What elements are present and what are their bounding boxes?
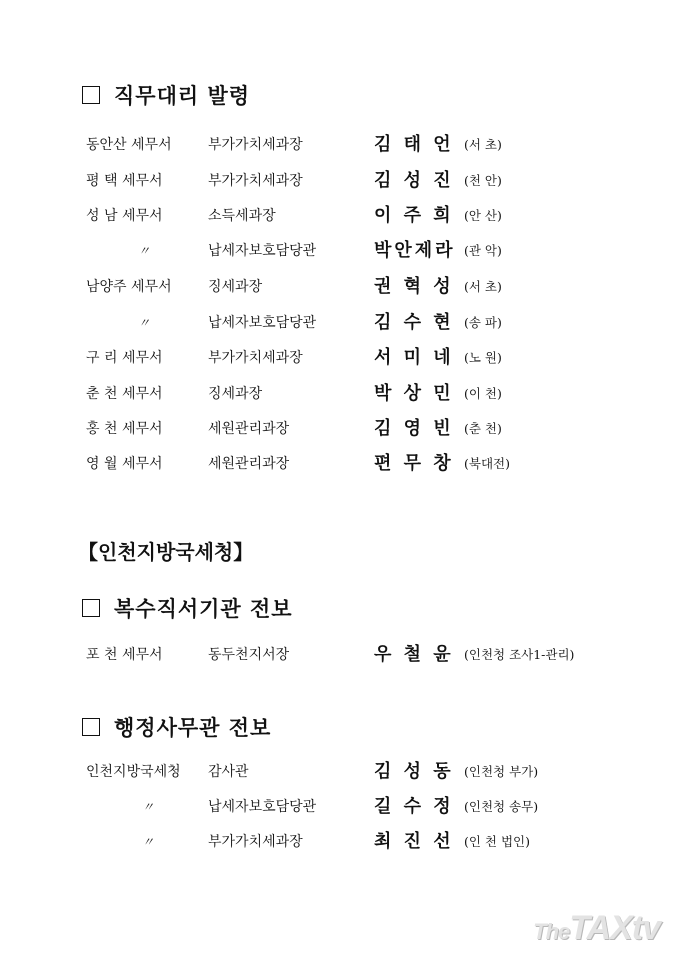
- previous-post: (관 악): [464, 243, 502, 258]
- person-name: 우 철 윤: [374, 644, 454, 665]
- multiple-section-title: 복수직서기관 전보: [82, 593, 293, 623]
- previous-post: (안 산): [464, 208, 502, 223]
- position: 감사관: [208, 764, 249, 780]
- person-name: 김 수 현: [374, 312, 454, 333]
- position: 납세자보호담당관: [208, 799, 317, 815]
- office: 동안산 세무서: [86, 137, 172, 153]
- checkbox-square-icon: [82, 86, 100, 104]
- person-name: 김 성 동: [374, 761, 454, 782]
- previous-post: (인천청 조사1-관리): [464, 647, 575, 662]
- position: 부가가치세과장: [208, 137, 303, 153]
- person-name: 편 무 창: [374, 453, 454, 474]
- person-name: 박 상 민: [374, 383, 454, 404]
- previous-post: (인 천 법인): [464, 834, 531, 849]
- person-name: 권 혁 성: [374, 276, 454, 297]
- position: 세원관리과장: [208, 456, 290, 472]
- office: 포 천 세무서: [86, 647, 163, 663]
- checkbox-square-icon: [82, 599, 100, 617]
- position: 세원관리과장: [208, 421, 290, 437]
- acting-section-title: 직무대리 발령: [82, 80, 250, 110]
- office: 구 리 세무서: [86, 350, 163, 366]
- previous-post: (서 초): [464, 279, 502, 294]
- previous-post: (천 안): [464, 173, 502, 188]
- appointment-row: [0, 168, 680, 194]
- office: 인천지방국세청: [86, 764, 181, 780]
- position: 소득세과장: [208, 208, 276, 224]
- position: 징세과장: [208, 386, 263, 402]
- previous-post: (송 파): [464, 315, 502, 330]
- previous-post: (서 초): [464, 137, 502, 152]
- position: 징세과장: [208, 279, 263, 295]
- ditto-mark: 〃: [138, 244, 151, 258]
- appointment-row: [0, 203, 680, 229]
- thetaxtv-watermark: TheTAXtv: [533, 909, 660, 947]
- appointment-row: [0, 345, 680, 371]
- appointment-row: [0, 794, 680, 820]
- office: 홍 천 세무서: [86, 421, 163, 437]
- person-name: 김 태 언: [374, 134, 454, 155]
- position: 납세자보호담당관: [208, 315, 317, 331]
- person-name: 서 미 네: [374, 347, 454, 368]
- appointment-row: [0, 451, 680, 477]
- ditto-mark: 〃: [142, 835, 155, 849]
- position: 부가가치세과장: [208, 173, 303, 189]
- position: 부가가치세과장: [208, 834, 303, 850]
- ditto-mark: 〃: [138, 316, 151, 330]
- previous-post: (춘 천): [464, 421, 502, 436]
- office: 영 월 세무서: [86, 456, 163, 472]
- appointment-row: [0, 759, 680, 785]
- office: 성 남 세무서: [86, 208, 163, 224]
- person-name: 최 진 선: [374, 831, 454, 852]
- ditto-mark: 〃: [142, 800, 155, 814]
- person-name: 김 성 진: [374, 170, 454, 191]
- person-name: 박안제라: [374, 240, 456, 261]
- checkbox-square-icon: [82, 718, 100, 736]
- office: 평 택 세무서: [86, 173, 163, 189]
- person-name: 김 영 빈: [374, 418, 454, 439]
- office: 남양주 세무서: [86, 279, 172, 295]
- appointment-row: [0, 132, 680, 158]
- person-name: 길 수 정: [374, 796, 454, 817]
- appointment-row: [0, 416, 680, 442]
- admin-section-title: 행정사무관 전보: [82, 712, 271, 742]
- appointment-row: [0, 310, 680, 336]
- position: 납세자보호담당관: [208, 243, 317, 259]
- appointment-row: [0, 274, 680, 300]
- position: 부가가치세과장: [208, 350, 303, 366]
- office: 춘 천 세무서: [86, 386, 163, 402]
- appointment-row: [0, 829, 680, 855]
- appointment-row: [0, 381, 680, 407]
- previous-post: (북대전): [464, 456, 510, 471]
- person-name: 이 주 희: [374, 205, 454, 226]
- previous-post: (이 천): [464, 386, 502, 401]
- appointment-row: [0, 238, 680, 264]
- previous-post: (인천청 부가): [464, 764, 539, 779]
- position: 동두천지서장: [208, 647, 290, 663]
- previous-post: (인천청 송무): [464, 799, 539, 814]
- previous-post: (노 원): [464, 350, 502, 365]
- appointment-row: [0, 642, 680, 668]
- regional-office-title: 【인천지방국세청】: [78, 540, 254, 564]
